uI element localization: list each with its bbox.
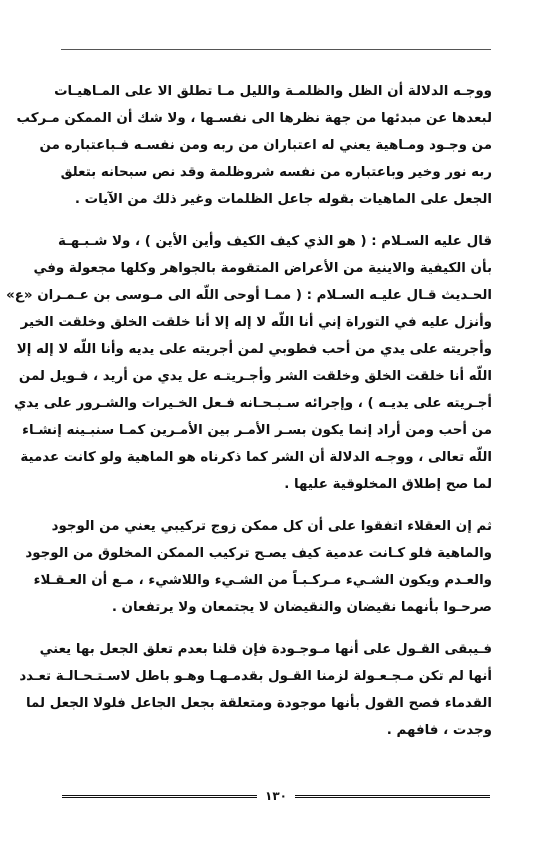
paragraph-2 <box>6 228 492 498</box>
paragraph-1 <box>16 78 492 213</box>
text-line: والعـدم ويكون الشـيء مـركـبـاً من الشـيء واللاشيء ، مـع أن العـقـلاء <box>33 573 492 588</box>
text-line: بأن الكيفية والاينية من الأعراض المتقومة بالجواهر وكلها مجعولة وفي <box>33 261 492 276</box>
text-line: قال عليه السـلام : ( هو الذي كيف الكيف وأين الأين ) ، ولا شـبـهـة <box>58 234 492 249</box>
text-line: وأجريته على يدي من أحب فطوبي لمن أجريته على يديه وأنا اللّه لا إله إلا <box>16 342 492 357</box>
text-line: ربه نور وخير وباعتباره من نفسه شروظلمة وقد نص سبحانه بتعلق <box>60 165 492 180</box>
text-line: وجدت ، فافهم . <box>386 723 492 738</box>
text-line: لبعدها عن مبدئها من جهة نظرها الى نفسـها ، ولا شك أن الممكن مـركب <box>16 111 492 126</box>
text-line: من وجـود ومـاهية يعني له اعتباران من ربه ومن نفسـه فـباعتباره من <box>39 138 492 153</box>
text-line: من أحب ومن أراد إنما يكون بسـر الأمـر بين الأمـرين كمـا سنبـينه إنشـاء <box>22 423 492 438</box>
text-line: صرحـوا بأنهما نقيضان والنقيضان لا يجتمعان ولا يرتفعان . <box>111 600 492 615</box>
text-line: ووجـه الدلالة أن الظل والظلمـة والليل مـا تطلق الا على المـاهيـات <box>54 84 492 99</box>
paragraph-3 <box>25 513 492 621</box>
text-line: الحـديث قـال عليـه السـلام : ( ممـا أوحى اللّه الى مـوسى بن عـمـران «ع» <box>6 288 492 303</box>
text-line: لما صح إطلاق المخلوقية عليها . <box>284 477 492 492</box>
footer-rule-right <box>295 795 490 798</box>
page-footer <box>62 786 490 806</box>
text-line: أجـريته على يديـه ) ، وإجرائه سـبـحـانه فـعل الخـيرات والشـرور على يدي <box>14 396 492 411</box>
text-line: اللّه أنا خلقت الخلق وخلقت الشر وأجـريتـه عل يدي من أريد ، فـويل لمن <box>18 369 492 384</box>
text-line: الجعل على الماهيات بقوله جاعل الظلمات وغير ذلك من الآيات . <box>74 192 492 207</box>
header-rule <box>61 49 491 50</box>
paragraph-4 <box>19 636 492 744</box>
page-number: ١٣٠ <box>265 789 287 803</box>
body-text <box>6 78 492 759</box>
text-line: والماهية فلو كـانت عدمية كيف يصـح تركيب الممكن المخلوق من الوجود <box>25 546 492 561</box>
text-line: أنها لم تكن مـجـعـولة لزمنا القـول بقدمـهـا وهـو باطل لاسـتـحـالـة تعـدد <box>19 669 492 684</box>
text-line: وأنزل عليه في التوراة إني أنا اللّه لا إله إلا أنا خلقت الخلق وخلقت الخير <box>20 315 492 330</box>
text-line: القدماء فصح القول بأنها موجودة ومتعلقة بجعل الجاعل فلولا الجعل لما <box>26 696 492 711</box>
text-line: اللّه تعالى ، ووجـه الدلالة أن الشر كما ذكرناه هو الماهية ولو كانت عدمية <box>20 450 492 465</box>
text-line: فـيبقى القـول على أنها مـوجـودة فإن قلنا بعدم تعلق الجعل بها يعني <box>39 642 492 657</box>
footer-rule-left <box>62 795 257 798</box>
text-line: ثم إن العقلاء اتفقوا على أن كل ممكن زوج تركيبي يعني من الوجود <box>51 519 492 534</box>
